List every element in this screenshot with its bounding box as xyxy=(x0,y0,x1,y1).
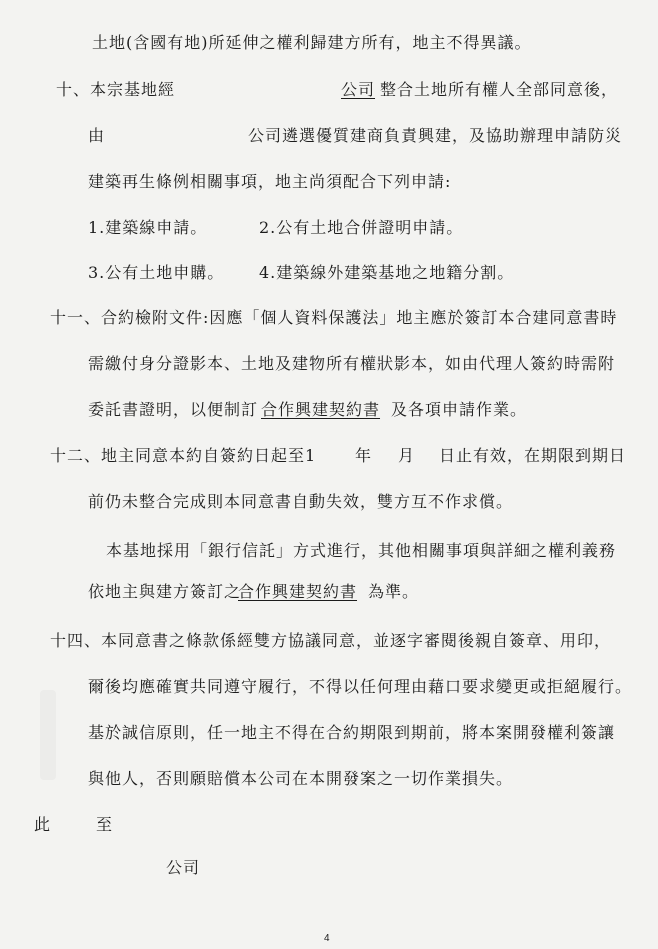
clause-9-tail: 土地(含國有地)所延伸之權利歸建方所有，地主不得異議。 xyxy=(92,33,532,52)
clause-14-line3: 基於誠信原則，任一地主不得在合約期限到期前，將本案開發權利簽讓 xyxy=(88,723,616,742)
clause-12-heading: 十二、地主同意本約自簽約日起至1 xyxy=(50,446,317,465)
closing-zhi: 至 xyxy=(96,815,114,834)
page-number: 4 xyxy=(324,933,330,944)
clause-11-line3a: 委託書證明，以便制訂 xyxy=(88,400,259,419)
clause-11-heading: 十一、合約檢附文件:因應「個人資料保護法」地主應於簽訂本合建同意書時 xyxy=(50,308,618,327)
clause-14-line2: 爾後均應確實共同遵守履行，不得以任何理由藉口要求變更或拒絕履行。 xyxy=(88,677,633,696)
application-item-2: 2.公有土地合併證明申請。 xyxy=(259,218,464,237)
clause-12-line2: 前仍未整合完成則本同意書自動失效，雙方互不作求償。 xyxy=(88,492,514,511)
clause-11-line3c: 及各項申請作業。 xyxy=(391,400,528,419)
contract-name-2: 合作興建契約書 xyxy=(238,582,358,601)
clause-10-text: 整合土地所有權人全部同意後， xyxy=(380,80,619,99)
addressee-company: 公司 xyxy=(166,858,201,877)
clause-10-line2: 公司遴選優質建商負責興建，及協助辦理申請防災 xyxy=(248,126,623,145)
year-label: 年 xyxy=(355,446,373,465)
clause-14-heading: 十四、本同意書之條款係經雙方協議同意，並逐字審閱後親自簽章、用印， xyxy=(50,631,612,650)
clause-12-text: 日止有效，在期限到期日 xyxy=(439,446,627,465)
clause-10-line3: 建築再生條例相關事項，地主尚須配合下列申請: xyxy=(88,172,452,191)
clause-13-line2a: 依地主與建方簽訂之 xyxy=(88,582,242,601)
application-item-3: 3.公有土地申購。 xyxy=(88,263,225,282)
paper-shadow xyxy=(40,690,56,780)
clause-13-line1: 本基地採用「銀行信託」方式進行，其他相關事項與詳細之權利義務 xyxy=(106,541,617,560)
month-label: 月 xyxy=(398,446,416,465)
clause-10-by: 由 xyxy=(88,126,106,145)
clause-10-heading: 十、本宗基地經 xyxy=(56,80,176,99)
clause-14-line4: 與他人，否則願賠償本公司在本開發案之一切作業損失。 xyxy=(88,769,514,788)
clause-13-line2c: 為準。 xyxy=(368,582,420,601)
application-item-4: 4.建築線外建築基地之地籍分割。 xyxy=(259,263,515,282)
closing-to: 此 xyxy=(34,815,52,834)
contract-name: 合作興建契約書 xyxy=(261,400,381,419)
application-item-1: 1.建築線申請。 xyxy=(88,218,208,237)
clause-11-line2: 需繳付身分證影本、土地及建物所有權狀影本，如由代理人簽約時需附 xyxy=(88,354,616,373)
company-name-blank: 公司 xyxy=(341,80,376,99)
